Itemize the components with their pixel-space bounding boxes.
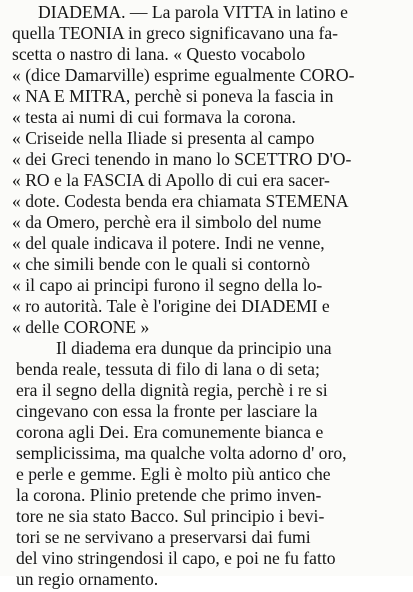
text-line: un regio ornamento. bbox=[16, 569, 159, 589]
text-line: « dei Greci tenendo in mano lo SCETTRO D'O- bbox=[12, 149, 352, 169]
text-line: « testa ai numi di cui formava la corona. bbox=[12, 107, 296, 127]
text-line: « ro autorità. Tale è l'origine dei DIADEMI e bbox=[12, 296, 330, 316]
text-line: « del quale indicava il potere. Indi ne venne, bbox=[12, 233, 325, 253]
text-line: tori se ne servivano a preservarsi dai fumi bbox=[16, 527, 311, 547]
text-line: « che simili bende con le quali si contornò bbox=[12, 254, 311, 274]
text-line: cingevano con essa la fronte per lasciare la bbox=[16, 401, 318, 421]
text-line: semplicissima, ma qualche volta adorno d' oro, bbox=[16, 443, 347, 463]
text-line: « (dice Damarville) esprime egualmente CORO- bbox=[12, 65, 355, 85]
text-line: DIADEMA. — La parola VITTA in latino e bbox=[38, 2, 348, 22]
text-line: tore ne sia stato Bacco. Sul principio i bevi- bbox=[16, 506, 325, 526]
text-line: quella TEONIA in greco significavano una fa- bbox=[12, 23, 339, 43]
text-line: corona agli Dei. Era comunemente bianca e bbox=[16, 422, 324, 442]
text-line: « da Omero, perchè era il simbolo del nume bbox=[12, 212, 322, 232]
text-line: e perle e gemme. Egli è molto più antico che bbox=[16, 464, 331, 484]
text-line: scetta o nastro di lana. « Questo vocabolo bbox=[12, 44, 306, 64]
text-line: « Criseide nella Iliade si presenta al campo bbox=[12, 128, 315, 148]
text-line: benda reale, tessuta di filo di lana o di seta; bbox=[16, 359, 320, 379]
text-line: « dote. Codesta benda era chiamata STEMENA bbox=[12, 191, 349, 211]
text-line: « NA E MITRA, perchè si poneva la fascia in bbox=[12, 86, 334, 106]
text-line: « delle CORONE » bbox=[12, 317, 150, 337]
text-line: era il segno della dignità regia, perchè i re si bbox=[16, 380, 328, 400]
text-line: del vino stringendosi il capo, e poi ne fu fatto bbox=[16, 548, 336, 568]
text-line: « RO e la FASCIA di Apollo di cui era sacer- bbox=[12, 170, 330, 190]
text-line: la corona. Plinio pretende che primo inven- bbox=[16, 485, 322, 505]
text-line: Il diadema era dunque da principio una bbox=[56, 338, 332, 358]
text-line: « il capo ai principi furono il segno della lo- bbox=[12, 275, 323, 295]
